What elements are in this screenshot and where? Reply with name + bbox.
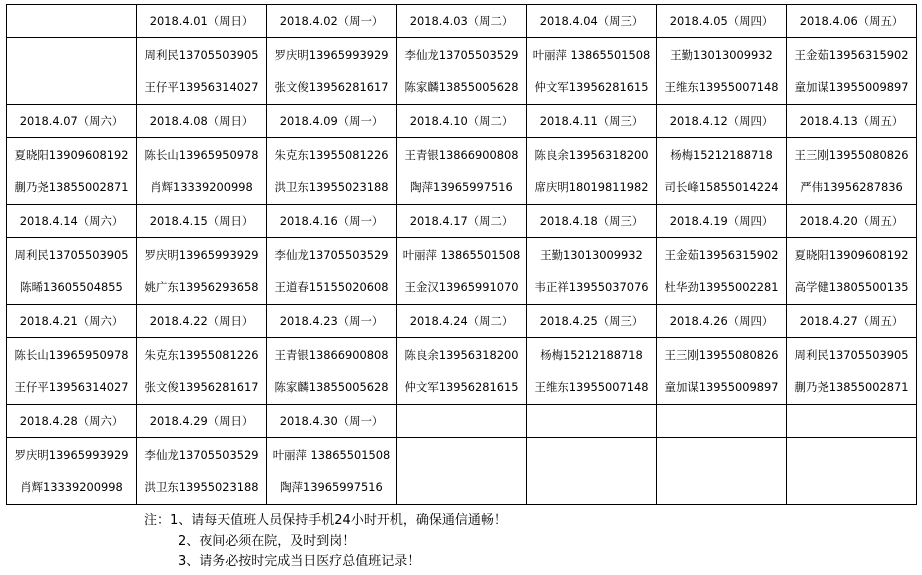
staff-entry: 王维东13955007148 <box>534 380 649 394</box>
duty-roster-table <box>6 4 917 505</box>
staff-entry: 夏晓阳13909608192 <box>794 248 909 262</box>
duty-roster-sheet <box>6 4 916 569</box>
staff-row <box>7 438 917 505</box>
staff-row <box>7 238 917 305</box>
staff-cell <box>7 238 137 305</box>
date-cell: 2018.4.19（周四） <box>657 205 787 238</box>
staff-entry: 蒯乃尧13855002871 <box>794 380 909 394</box>
date-cell: 2018.4.07（周六） <box>7 105 137 138</box>
staff-entry: 高学健13805500135 <box>794 280 909 294</box>
staff-cell <box>527 138 657 205</box>
staff-entry: 叶丽萍 13865501508 <box>402 248 521 262</box>
staff-entry: 洪卫东13955023188 <box>144 480 259 494</box>
staff-entry: 陈家麟13855005628 <box>274 380 389 394</box>
date-cell <box>7 5 137 38</box>
staff-entry: 夏晓阳13909608192 <box>14 148 129 162</box>
staff-entry: 王勤13013009932 <box>670 48 773 62</box>
staff-entry: 肖辉13339200998 <box>20 480 123 494</box>
staff-entry: 王维东13955007148 <box>664 80 779 94</box>
staff-cell <box>267 138 397 205</box>
staff-row <box>7 138 917 205</box>
staff-cell <box>267 338 397 405</box>
staff-row <box>7 338 917 405</box>
staff-entry: 王道春15155020608 <box>274 280 389 294</box>
date-cell: 2018.4.12（周四） <box>657 105 787 138</box>
staff-cell <box>137 238 267 305</box>
staff-cell <box>397 338 527 405</box>
staff-entry: 陈良余13956318200 <box>534 148 649 162</box>
staff-cell <box>397 138 527 205</box>
staff-cell <box>527 338 657 405</box>
staff-entry: 童加谋13955009897 <box>664 380 779 394</box>
staff-cell <box>267 238 397 305</box>
date-cell: 2018.4.30（周一） <box>267 405 397 438</box>
staff-entry: 王勤13013009932 <box>540 248 643 262</box>
staff-cell <box>7 338 137 405</box>
date-cell: 2018.4.03（周二） <box>397 5 527 38</box>
staff-cell <box>137 138 267 205</box>
staff-entry: 严伟13956287836 <box>800 180 903 194</box>
date-cell: 2018.4.26（周四） <box>657 305 787 338</box>
staff-entry: 罗庆明13965993929 <box>144 248 259 262</box>
staff-entry: 陈晞13605504855 <box>20 280 123 294</box>
staff-cell <box>397 238 527 305</box>
date-cell: 2018.4.25（周三） <box>527 305 657 338</box>
date-cell: 2018.4.20（周五） <box>787 205 917 238</box>
staff-entry: 肖辉13339200998 <box>150 180 253 194</box>
staff-entry: 罗庆明13965993929 <box>274 48 389 62</box>
staff-entry: 王金茹13956315902 <box>794 48 909 62</box>
date-cell: 2018.4.29（周日） <box>137 405 267 438</box>
staff-cell <box>657 138 787 205</box>
staff-cell <box>657 438 787 505</box>
staff-entry: 司长峰15855014224 <box>664 180 779 194</box>
staff-cell <box>787 38 917 105</box>
staff-entry: 张文俊13956281617 <box>144 380 259 394</box>
date-cell: 2018.4.02（周一） <box>267 5 397 38</box>
date-cell: 2018.4.01（周日） <box>137 5 267 38</box>
date-row <box>7 405 917 438</box>
date-cell <box>397 405 527 438</box>
date-cell: 2018.4.13（周五） <box>787 105 917 138</box>
date-cell: 2018.4.17（周二） <box>397 205 527 238</box>
date-row <box>7 105 917 138</box>
date-cell: 2018.4.21（周六） <box>7 305 137 338</box>
staff-entry: 韦正祥13955037076 <box>534 280 649 294</box>
date-cell: 2018.4.24（周二） <box>397 305 527 338</box>
staff-cell <box>787 238 917 305</box>
staff-entry: 陈长山13965950978 <box>144 148 259 162</box>
date-cell: 2018.4.14（周六） <box>7 205 137 238</box>
staff-entry: 李仙龙13705503529 <box>404 48 519 62</box>
staff-entry: 仲文军13956281615 <box>534 80 649 94</box>
staff-entry: 周利民13705503905 <box>144 48 259 62</box>
staff-entry: 叶丽萍 13865501508 <box>272 448 391 462</box>
staff-cell <box>527 38 657 105</box>
staff-entry: 叶丽萍 13865501508 <box>532 48 651 62</box>
staff-cell <box>787 438 917 505</box>
date-cell: 2018.4.16（周一） <box>267 205 397 238</box>
date-cell: 2018.4.08（周日） <box>137 105 267 138</box>
staff-entry: 童加谋13955009897 <box>794 80 909 94</box>
staff-entry: 李仙龙13705503529 <box>144 448 259 462</box>
staff-cell <box>137 338 267 405</box>
staff-entry: 王三刚13955080826 <box>794 148 909 162</box>
staff-cell <box>397 438 527 505</box>
staff-entry: 王青银13866900808 <box>404 148 519 162</box>
staff-cell <box>527 438 657 505</box>
staff-cell <box>527 238 657 305</box>
staff-cell <box>7 38 137 105</box>
staff-cell <box>137 438 267 505</box>
staff-entry: 王金汉13965991070 <box>404 280 519 294</box>
staff-entry: 陈长山13965950978 <box>14 348 129 362</box>
staff-entry: 陈家麟13855005628 <box>404 80 519 94</box>
staff-cell <box>267 438 397 505</box>
date-cell: 2018.4.11（周三） <box>527 105 657 138</box>
date-row <box>7 5 917 38</box>
staff-cell <box>7 138 137 205</box>
date-cell: 2018.4.09（周一） <box>267 105 397 138</box>
date-cell: 2018.4.23（周一） <box>267 305 397 338</box>
staff-entry: 李仙龙13705503529 <box>274 248 389 262</box>
date-row <box>7 205 917 238</box>
staff-entry: 仲文军13956281615 <box>404 380 519 394</box>
staff-entry: 蒯乃尧13855002871 <box>14 180 129 194</box>
staff-entry: 陶萍13965997516 <box>280 480 383 494</box>
date-cell: 2018.4.05（周四） <box>657 5 787 38</box>
staff-entry: 姚广东13956293658 <box>144 280 259 294</box>
date-cell: 2018.4.28（周六） <box>7 405 137 438</box>
staff-entry: 杨梅15212188718 <box>540 348 643 362</box>
staff-cell <box>657 338 787 405</box>
date-cell: 2018.4.18（周三） <box>527 205 657 238</box>
staff-entry: 朱克东13955081226 <box>144 348 259 362</box>
date-cell: 2018.4.04（周三） <box>527 5 657 38</box>
date-row <box>7 305 917 338</box>
staff-cell <box>397 38 527 105</box>
staff-entry: 王仔平13956314027 <box>144 80 259 94</box>
staff-cell <box>657 238 787 305</box>
staff-entry: 杜华劲13955002281 <box>664 280 779 294</box>
staff-entry: 朱克东13955081226 <box>274 148 389 162</box>
date-cell <box>787 405 917 438</box>
date-cell: 2018.4.27（周五） <box>787 305 917 338</box>
staff-cell <box>267 38 397 105</box>
date-cell: 2018.4.15（周日） <box>137 205 267 238</box>
date-cell <box>527 405 657 438</box>
staff-entry: 王三刚13955080826 <box>664 348 779 362</box>
staff-entry: 周利民13705503905 <box>14 248 129 262</box>
note-line: 3、请务必按时完成当日医疗总值班记录！ <box>178 554 421 569</box>
staff-cell <box>657 38 787 105</box>
staff-entry: 陈良余13956318200 <box>404 348 519 362</box>
staff-entry: 席庆明18019811982 <box>534 180 649 194</box>
staff-entry: 洪卫东13955023188 <box>274 180 389 194</box>
staff-cell <box>787 138 917 205</box>
staff-entry: 张文俊13956281617 <box>274 80 389 94</box>
staff-cell <box>7 438 137 505</box>
staff-entry: 王金茹13956315902 <box>664 248 779 262</box>
note-line: 注：1、请每天值班人员保持手机24小时开机，确保通信通畅！ <box>144 513 507 528</box>
staff-entry: 罗庆明13965993929 <box>14 448 129 462</box>
staff-entry: 王青银13866900808 <box>274 348 389 362</box>
staff-entry: 王仔平13956314027 <box>14 380 129 394</box>
date-cell <box>657 405 787 438</box>
staff-cell <box>137 38 267 105</box>
staff-entry: 周利民13705503905 <box>794 348 909 362</box>
date-cell: 2018.4.22（周日） <box>137 305 267 338</box>
staff-entry: 陶萍13965997516 <box>410 180 513 194</box>
date-cell: 2018.4.10（周二） <box>397 105 527 138</box>
staff-entry: 杨梅15212188718 <box>670 148 773 162</box>
date-cell: 2018.4.06（周五） <box>787 5 917 38</box>
note-line: 2、夜间必须在院，及时到岗！ <box>178 533 356 549</box>
notes-block <box>144 511 844 573</box>
staff-cell <box>787 338 917 405</box>
staff-row <box>7 38 917 105</box>
